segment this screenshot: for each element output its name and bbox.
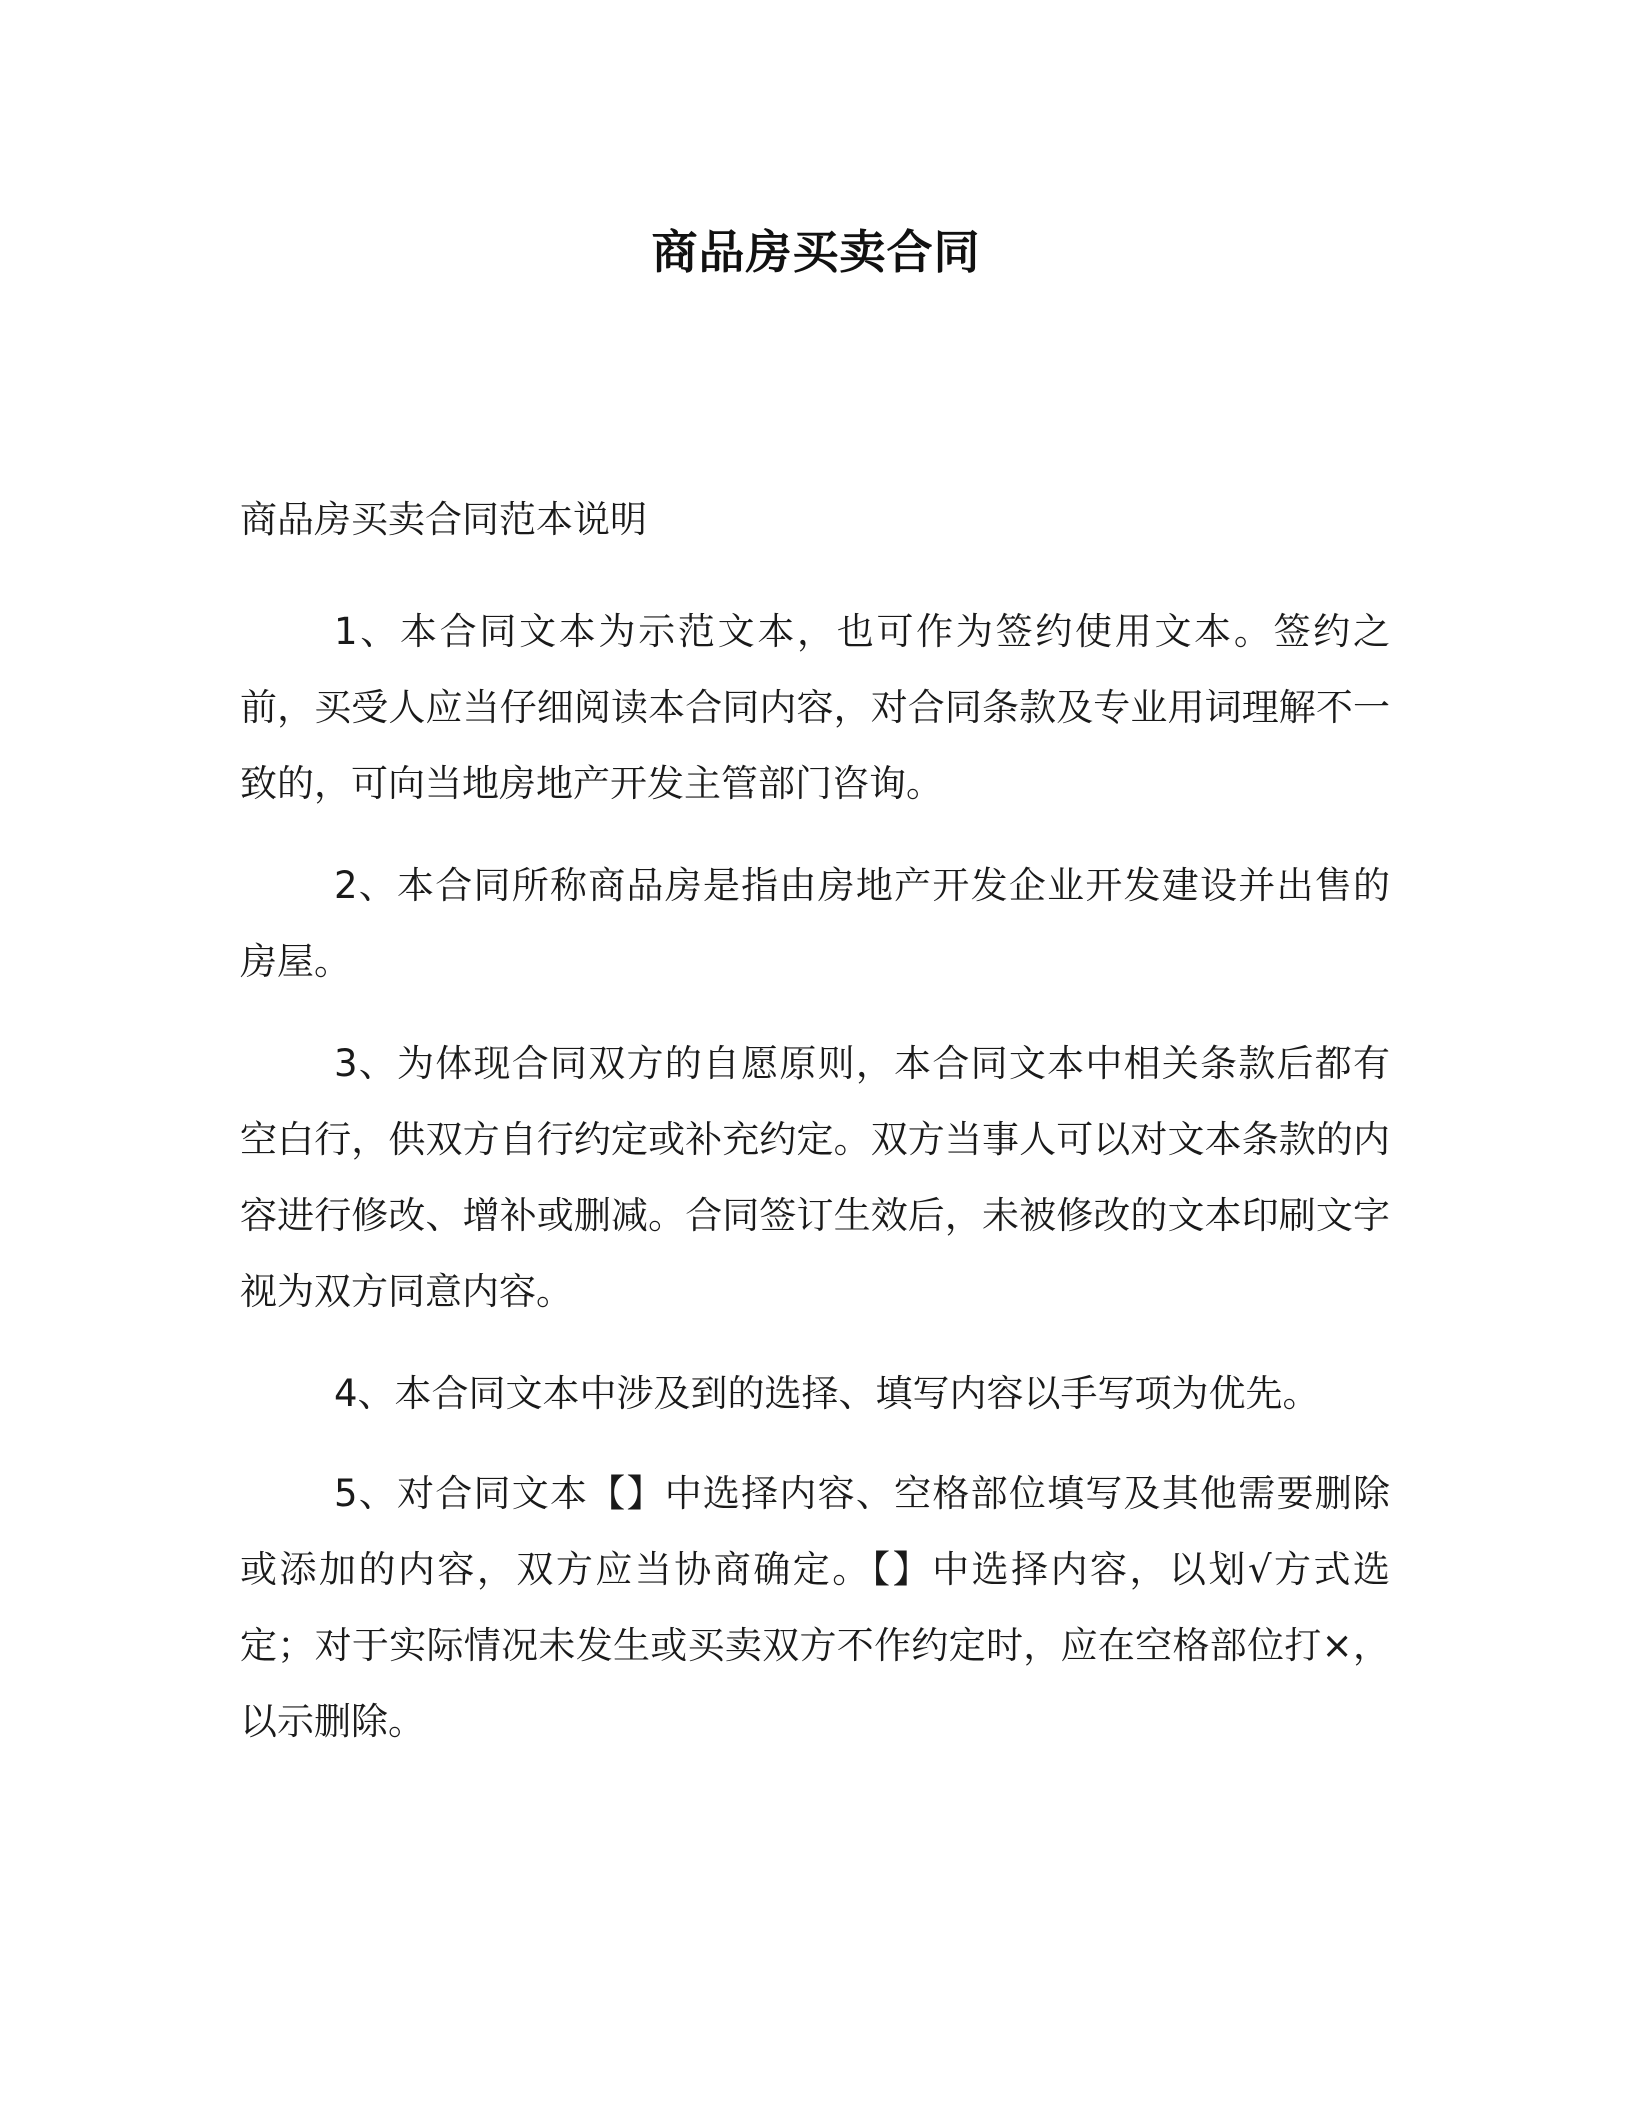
section-heading: 商品房买卖合同范本说明 <box>240 498 647 541</box>
document-title: 商品房买卖合同 <box>651 225 981 279</box>
paragraph-5: 5、对合同文本【】中选择内容、空格部位填写及其他需要删除或添加的内容，双方应当协商确定。【】中选择内容，以划√方式选定；对于实际情况未发生或买卖双方不作约定时，应在空格部位打×，以示删除。 <box>240 1472 1390 1743</box>
paragraph-1: 1、本合同文本为示范文本，也可作为签约使用文本。签约之前，买受人应当仔细阅读本合同内容，对合同条款及专业用词理解不一致的，可向当地房地产开发主管部门咨询。 <box>240 610 1390 805</box>
paragraph-2: 2、本合同所称商品房是指由房地产开发企业开发建设并出售的房屋。 <box>240 864 1390 983</box>
paragraph-3: 3、为体现合同双方的自愿原则，本合同文本中相关条款后都有空白行，供双方自行约定或补充约定。双方当事人可以对文本条款的内容进行修改、增补或删减。合同签订生效后，未被修改的文本印刷文字视为双方同意内容。 <box>240 1042 1390 1313</box>
paragraph-4: 4、本合同文本中涉及到的选择、填写内容以手写项为优先。 <box>334 1372 1320 1415</box>
